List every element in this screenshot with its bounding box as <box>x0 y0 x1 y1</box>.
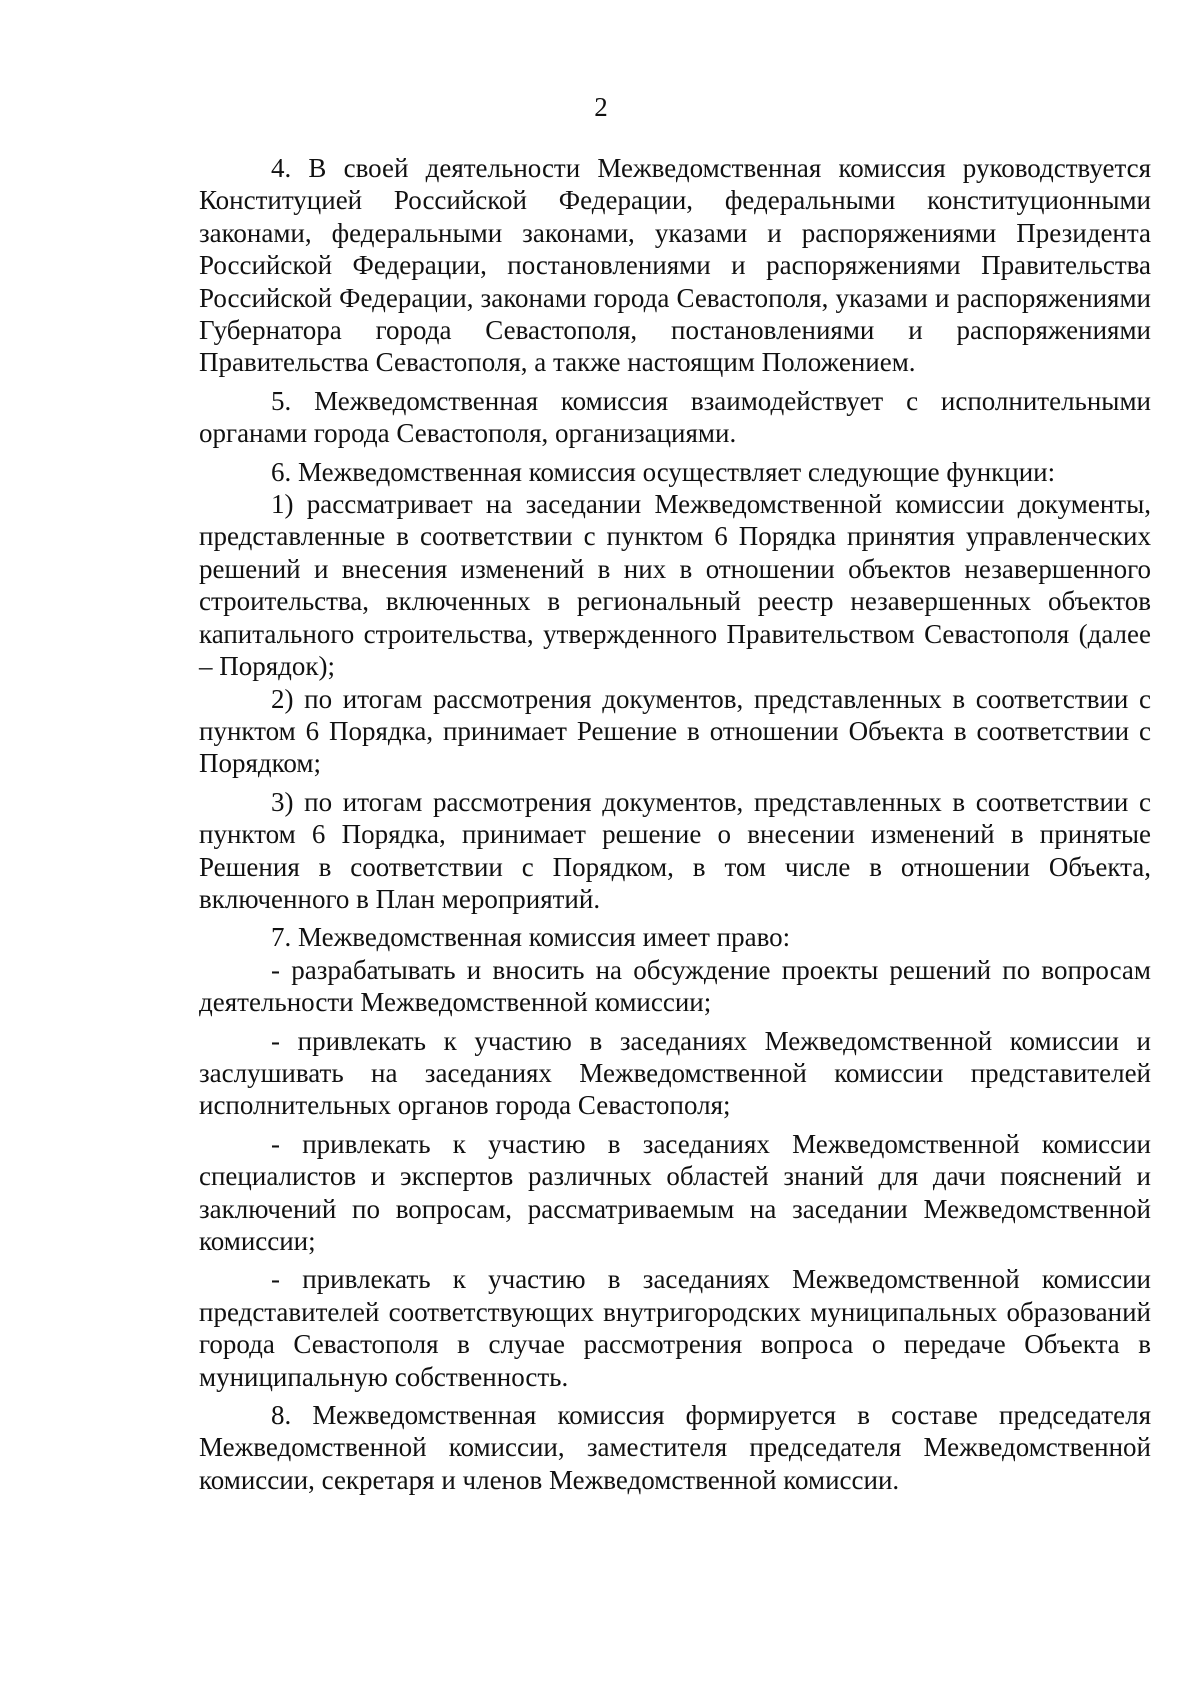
list-item-6-2: 2) по итогам рассмотрения документов, представленных в соответствии с пунктом 6 Порядка, принимает Решение в отношении Объекта в соответствии с Порядком; <box>199 683 1151 779</box>
list-item-6-1: 1) рассматривает на заседании Межведомственной комиссии документы, представленные в соответствии с пунктом 6 Порядка принятия управленческих решений и внесения изменений в них в отношении объектов незавершенного строительства, включенных в региональный реестр незавершенных объектов капитального строительства, утвержденного Правительством Севастополя (далее – Порядок); <box>199 489 1151 682</box>
paragraph-5: 5. Межведомственная комиссия взаимодействует с исполнительными органами города Севастополя, организациями. <box>199 385 1151 449</box>
list-item-7-3: - привлекать к участию в заседаниях Межведомственной комиссии специалистов и экспертов различных областей знаний для дачи пояснений и заключений по вопросам, рассматриваемым на заседании Межведомственной комиссии; <box>199 1128 1151 1256</box>
list-item-7-2: - привлекать к участию в заседаниях Межведомственной комиссии и заслушивать на заседаниях Межведомственной комиссии представителей исполнительных органов города Севастополя; <box>199 1025 1151 1121</box>
list-item-6-3: 3) по итогам рассмотрения документов, представленных в соответствии с пунктом 6 Порядка, принимает решение о внесении изменений в принятые Решения в соответствии с Порядком, в том числе в отношении Объекта, включенного в План мероприятий. <box>199 786 1151 914</box>
list-item-7-1: - разрабатывать и вносить на обсуждение проекты решений по вопросам деятельности Межведомственной комиссии; <box>199 954 1151 1018</box>
paragraph-6: 6. Межведомственная комиссия осуществляет следующие функции: <box>271 456 1056 487</box>
document-body <box>199 152 1151 1496</box>
paragraph-4: 4. В своей деятельности Межведомственная комиссия руководствуется Конституцией Российской Федерации, федеральными конституционными законами, федеральными законами, указами и распоряжениями Президента Российской Федерации, постановлениями и распоряжениями Правительства Российской Федерации, законами города Севастополя, указами и распоряжениями Губернатора города Севастополя, постановлениями и распоряжениями Правительства Севастополя, а также настоящим Положением. <box>199 153 1151 378</box>
paragraph-8: 8. Межведомственная комиссия формируется в составе председателя Межведомственной комиссии, заместителя председателя Межведомственной комиссии, секретаря и членов Межведомственной комиссии. <box>199 1400 1151 1495</box>
list-item-7-4: - привлекать к участию в заседаниях Межведомственной комиссии представителей соответствующих внутригородских муниципальных образований города Севастополя в случае рассмотрения вопроса о передаче Объекта в муниципальную собственность. <box>199 1264 1151 1392</box>
paragraph-7: 7. Межведомственная комиссия имеет право: <box>271 922 791 953</box>
page-number: 2 <box>594 92 608 122</box>
